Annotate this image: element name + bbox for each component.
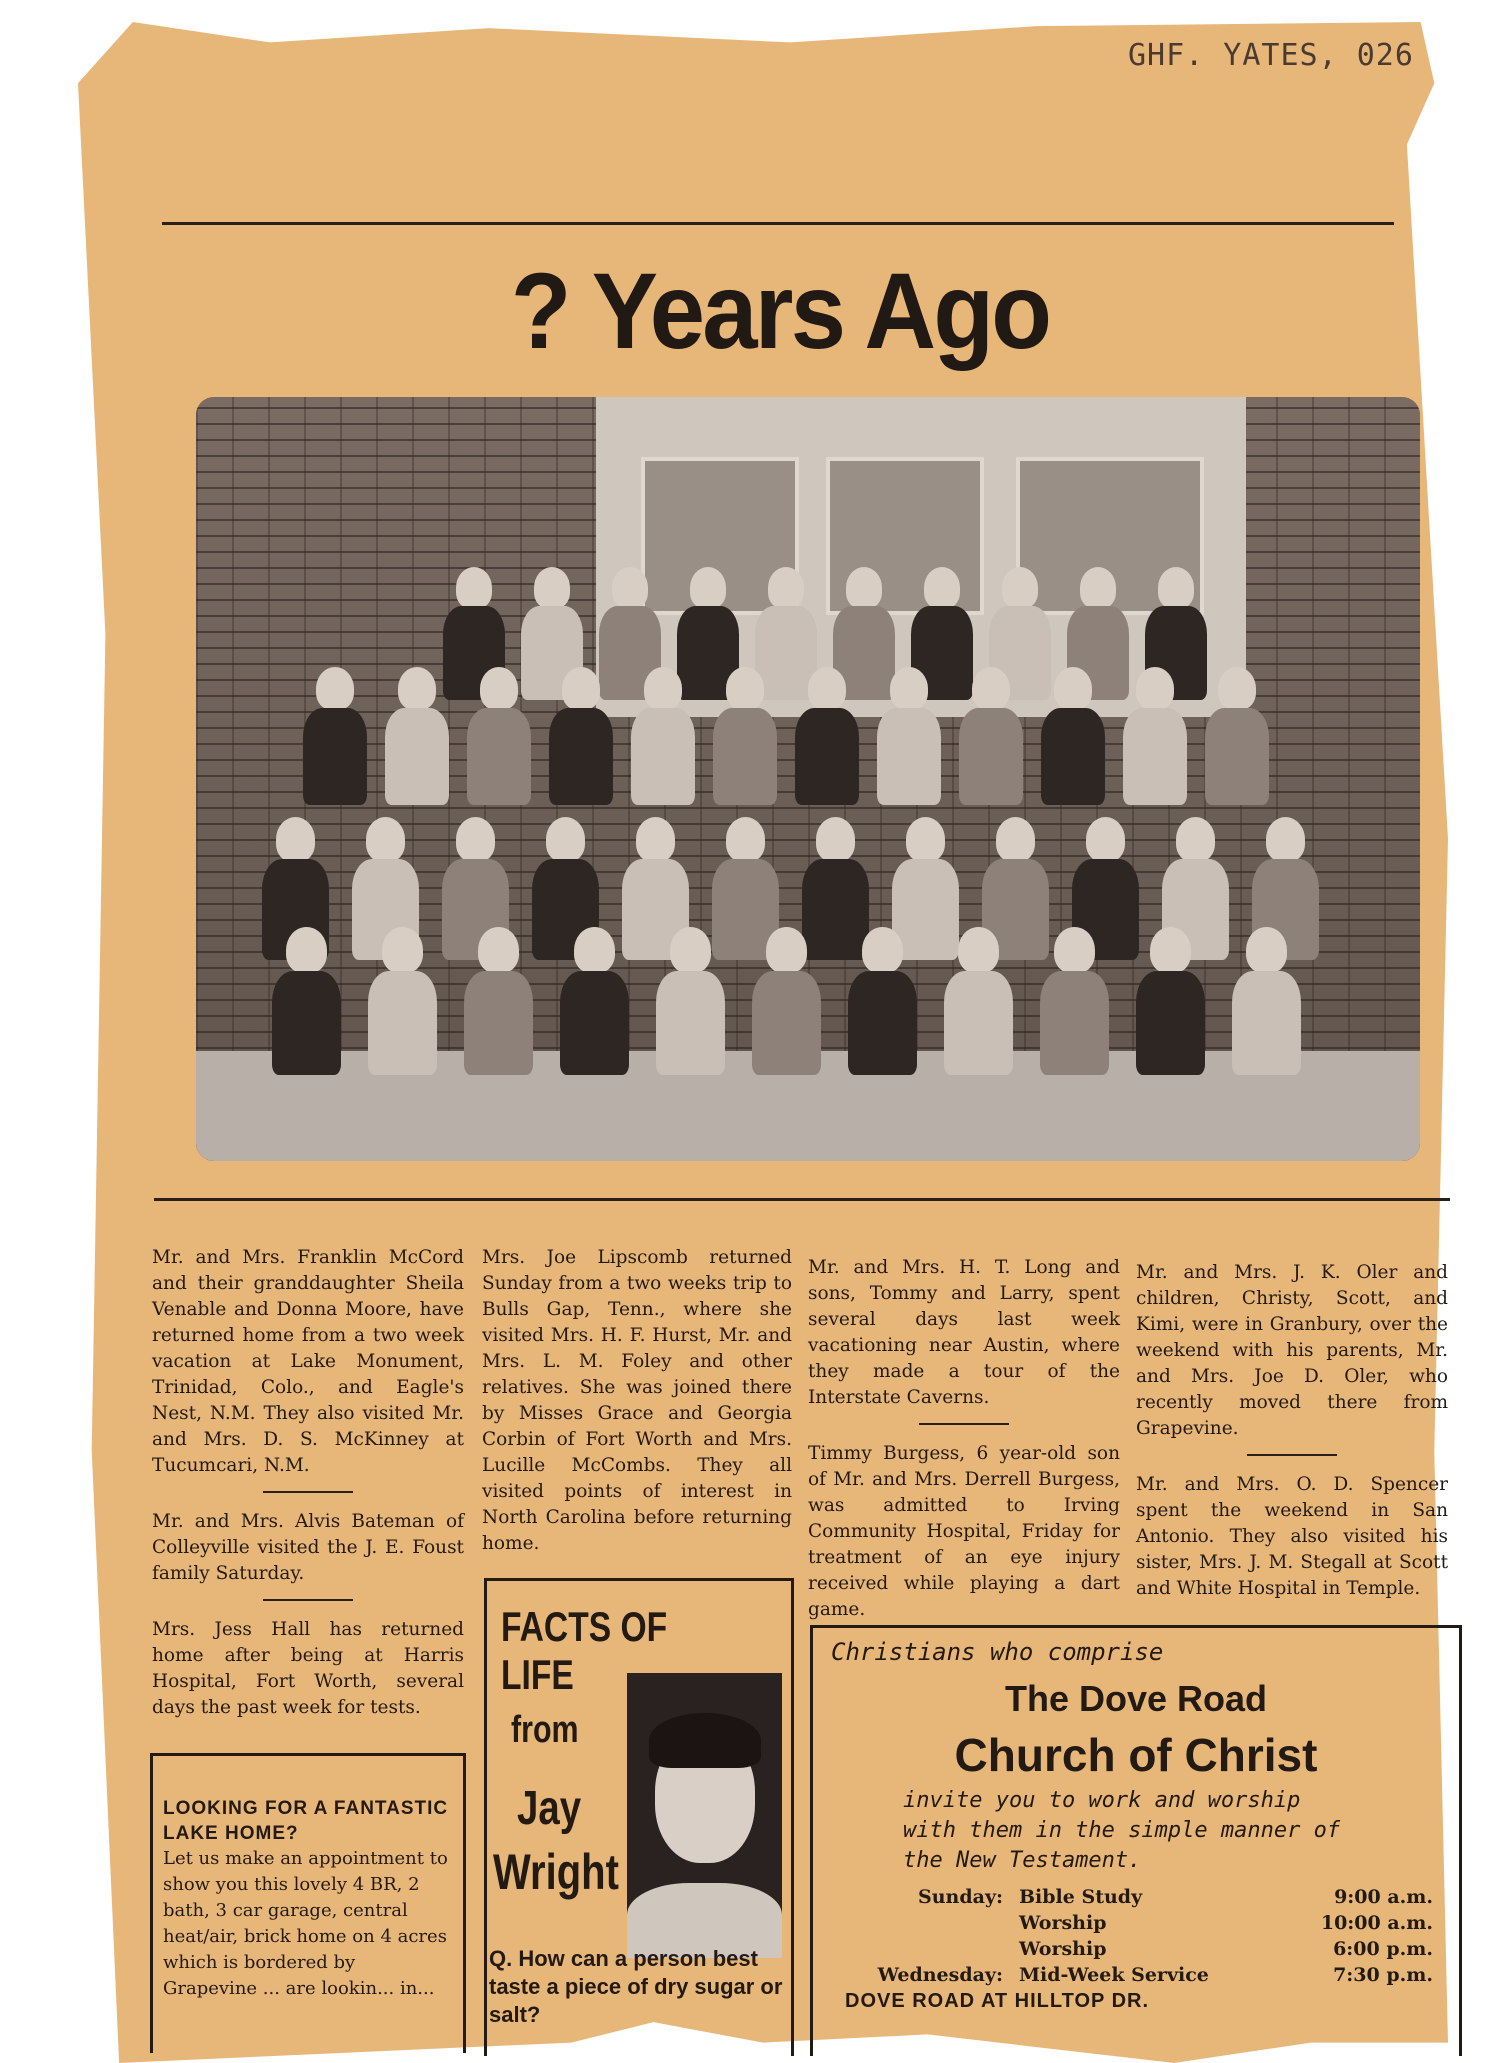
schedule-day: Wednesday: bbox=[877, 1964, 1003, 1986]
student-figure bbox=[1123, 708, 1188, 805]
church-name-line1: The Dove Road bbox=[1004, 1678, 1268, 1719]
student-figure bbox=[534, 567, 570, 609]
student-figure bbox=[549, 708, 614, 805]
student-figure bbox=[862, 927, 903, 973]
student-figure bbox=[906, 817, 945, 862]
student-figure bbox=[726, 817, 765, 862]
news-item: Mr. and Mrs. J. K. Oler and children, Christy, Scott, and Kimi, were in Granbury, over the weekend with his parents, Mr. and Mrs. Joe D. Oler, who recently moved there from Grapevine. bbox=[1136, 1262, 1448, 1439]
student-figure bbox=[636, 817, 675, 862]
student-figure bbox=[958, 927, 999, 973]
schedule-event: Mid-Week Service bbox=[1019, 1964, 1209, 1986]
student-figure bbox=[1150, 927, 1191, 973]
news-column-3 bbox=[808, 1255, 1120, 1623]
news-item: Mr. and Mrs. Franklin McCord and their granddaughter Sheila Venable and Donna Moore, have returned home from a two week vacation at Lake Monument, Trinidad, Colo., and Eagle's Nest, N.M. They also visited Mr. and Mrs. D. S. McKinney at Tucumcari, N.M. bbox=[152, 1247, 464, 1476]
facts-name-first: Jay bbox=[517, 1782, 582, 1835]
student-figure bbox=[996, 817, 1035, 862]
top-rule bbox=[162, 222, 1394, 225]
bottom-rule bbox=[154, 1198, 1450, 1201]
student-figure bbox=[398, 667, 436, 710]
student-figure bbox=[802, 859, 869, 960]
student-figure bbox=[1136, 971, 1206, 1075]
student-figure bbox=[656, 971, 726, 1075]
student-figure bbox=[1054, 927, 1095, 973]
student-figure bbox=[1205, 708, 1270, 805]
student-figure bbox=[726, 667, 764, 710]
facts-question: Q. How can a person best taste a piece of dry sugar or salt? bbox=[489, 1946, 783, 2027]
student-figure bbox=[631, 708, 696, 805]
student-figure bbox=[1041, 708, 1106, 805]
lake-ad-body: Let us make an appointment to show you this lovely 4 BR, 2 bath, 3 car garage, central heat/air, brick home on 4 acres which is bordered by Grapevine ... are lookin... in... bbox=[163, 1848, 448, 1999]
student-figure bbox=[562, 667, 600, 710]
student-figure bbox=[959, 708, 1024, 805]
student-figure bbox=[303, 708, 368, 805]
student-figure bbox=[1086, 817, 1125, 862]
student-figure bbox=[456, 817, 495, 862]
student-figure bbox=[366, 817, 405, 862]
student-figure bbox=[1218, 667, 1256, 710]
student-figure bbox=[1080, 567, 1116, 609]
news-item: Mr. and Mrs. Alvis Bateman of Colleyville visited the J. E. Foust family Saturday. bbox=[152, 1511, 464, 1584]
student-figure bbox=[385, 708, 450, 805]
student-figure bbox=[480, 667, 518, 710]
church-name-line2: Church of Christ bbox=[954, 1729, 1318, 1781]
student-figure bbox=[1136, 667, 1174, 710]
student-figure bbox=[924, 567, 960, 609]
student-figure bbox=[478, 927, 519, 973]
student-figure bbox=[848, 971, 918, 1075]
lake-home-ad bbox=[150, 1753, 466, 2053]
student-figure bbox=[713, 708, 778, 805]
student-figure bbox=[768, 567, 804, 609]
student-figure bbox=[944, 971, 1014, 1075]
student-figure bbox=[560, 971, 630, 1075]
headline: ? Years Ago bbox=[510, 250, 1050, 371]
schedule-time: 9:00 a.m. bbox=[1334, 1886, 1433, 1908]
student-figure bbox=[612, 567, 648, 609]
student-figure bbox=[456, 567, 492, 609]
student-figure bbox=[795, 708, 860, 805]
student-figure bbox=[670, 927, 711, 973]
news-column-1 bbox=[152, 1245, 464, 1721]
student-figure bbox=[574, 927, 615, 973]
student-figure bbox=[1054, 667, 1092, 710]
student-figure bbox=[877, 708, 942, 805]
schedule-event: Worship bbox=[1019, 1938, 1107, 1960]
church-invite: invite you to work and worship with them in the simple manner of the New Testament. bbox=[903, 1788, 1341, 1873]
student-figure bbox=[644, 667, 682, 710]
student-figure bbox=[286, 927, 327, 973]
student-figure bbox=[808, 667, 846, 710]
schedule-time: 10:00 a.m. bbox=[1320, 1912, 1433, 1934]
student-figure bbox=[1176, 817, 1215, 862]
schedule-event: Worship bbox=[1019, 1912, 1107, 1934]
student-figure bbox=[846, 567, 882, 609]
student-figure bbox=[467, 708, 532, 805]
schedule-event: Bible Study bbox=[1019, 1886, 1143, 1908]
student-figure bbox=[1232, 971, 1302, 1075]
schedule-time: 7:30 p.m. bbox=[1333, 1964, 1433, 1986]
schedule-time: 6:00 p.m. bbox=[1333, 1938, 1433, 1960]
news-column-2 bbox=[482, 1245, 792, 1557]
news-column-4 bbox=[1136, 1260, 1448, 1602]
jay-wright-portrait bbox=[627, 1673, 782, 1958]
student-figure bbox=[276, 817, 315, 862]
church-intro: Christians who comprise bbox=[831, 1638, 1164, 1666]
facts-title: FACTS OF LIFE bbox=[501, 1603, 668, 1698]
church-ad bbox=[810, 1625, 1462, 2056]
facts-name-last: Wright bbox=[493, 1844, 619, 1900]
student-figure bbox=[690, 567, 726, 609]
student-figure bbox=[1266, 817, 1305, 862]
news-item: Mrs. Jess Hall has returned home after being at Harris Hospital, Fort Worth, several days the past week for tests. bbox=[152, 1619, 464, 1718]
student-figure bbox=[1158, 567, 1194, 609]
class-photo bbox=[196, 397, 1420, 1161]
student-figure bbox=[272, 971, 342, 1075]
facts-of-life-ad bbox=[484, 1578, 794, 2056]
student-figure bbox=[972, 667, 1010, 710]
student-figure bbox=[890, 667, 928, 710]
student-figure bbox=[382, 927, 423, 973]
student-figure bbox=[816, 817, 855, 862]
student-figure bbox=[1246, 927, 1287, 973]
student-figure bbox=[1002, 567, 1038, 609]
student-figure bbox=[1040, 971, 1110, 1075]
student-figure bbox=[546, 817, 585, 862]
facts-from: from bbox=[511, 1709, 579, 1751]
church-address: DOVE ROAD AT HILLTOP DR. bbox=[845, 1990, 1150, 2012]
archive-mark: GHF. YATES, 026 bbox=[1128, 38, 1414, 73]
news-item: Mr. and Mrs. H. T. Long and sons, Tommy and Larry, spent several days last week vacationing near Austin, where they made a tour of the Interstate Caverns. bbox=[808, 1257, 1120, 1408]
news-item: Mr. and Mrs. O. D. Spencer spent the weekend in San Antonio. They also visited his sister, Mrs. J. M. Stegall at Scott and White Hospital in Temple. bbox=[1136, 1474, 1448, 1599]
news-item: Mrs. Joe Lipscomb returned Sunday from a two weeks trip to Bulls Gap, Tenn., where she visited Mrs. H. F. Hurst, Mr. and Mrs. L. M. Foley and other relatives. She was joined there by Misses Grace and Georgia Corbin of Fort Worth and Mrs. Lucille McCombs. They all visited points of interest in North Carolina before returning home. bbox=[482, 1247, 792, 1554]
student-figure bbox=[368, 971, 438, 1075]
news-item: Timmy Burgess, 6 year-old son of Mr. and Mrs. Derrell Burgess, was admitted to Irving Community Hospital, Friday for treatment of an eye injury received while playing a dart game. bbox=[808, 1443, 1120, 1620]
student-figure bbox=[316, 667, 354, 710]
student-figure bbox=[766, 927, 807, 973]
schedule-day: Sunday: bbox=[918, 1886, 1003, 1908]
student-figure bbox=[752, 971, 822, 1075]
lake-ad-heading: LOOKING FOR A FANTASTIC LAKE HOME? bbox=[163, 1798, 449, 1844]
student-figure bbox=[464, 971, 534, 1075]
